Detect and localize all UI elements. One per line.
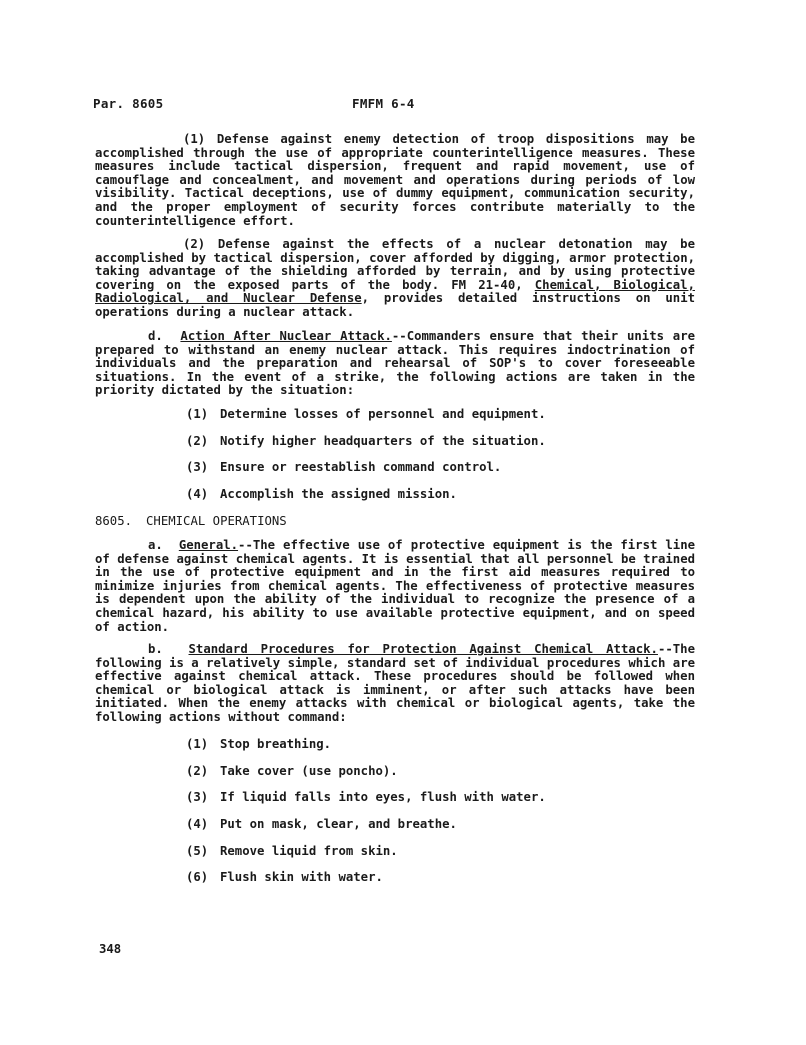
paragraph-d-heading: Action After Nuclear Attack.	[180, 329, 392, 343]
paragraph-a-heading: General.	[178, 538, 239, 552]
list-item: (4) Accomplish the assigned mission.	[186, 487, 457, 502]
paragraph-b-text: --The following is a relatively simple, standard set of individual procedures which are effective against chemical attack. These procedures should be followed when chemical or biological attack is imminent, or after such attacks have been initiated. When the enemy attacks with chemical or biological agents, take the following actions without command:	[95, 642, 695, 724]
list-item: (6) Flush skin with water.	[186, 870, 383, 885]
paragraph-d	[95, 330, 695, 398]
list-item: (2) Take cover (use poncho).	[186, 763, 398, 778]
fm-21-40-title: Chemical, Biological, Radiological, and Nuclear Defense	[95, 277, 695, 306]
list-item: (4) Put on mask, clear, and breathe.	[186, 817, 457, 832]
list-item: (2) Notify higher headquarters of the situation.	[186, 433, 546, 448]
paragraph-a-text: --The effective use of protective equipment is the first line of defense against chemical agents. It is essential that all personnel be trained in the use of protective equipment and in the first aid measures required to minimize injuries from chemical agents. The effectiveness of protective measures is dependent upon the ability of the individual to recognize the presence of a chemical hazard, his ability to use available protective equipment, and on speed of action.	[95, 538, 695, 634]
paragraph-b-label: b.	[148, 642, 163, 656]
list-item: (3) Ensure or reestablish command control.	[186, 460, 502, 475]
paragraph-d-text: --Commanders ensure that their units are prepared to withstand an enemy nuclear attack. This requires indoctrination of individuals and the preparation and rehearsal of SOP's to cover foreseeable situations. In the event of a strike, the following actions are taken in the priority dictated by the situation:	[95, 329, 696, 398]
list-item: (1) Stop breathing.	[186, 737, 332, 751]
page-number: 348	[99, 942, 122, 956]
list-item: (1) Determine losses of personnel and equipment.	[186, 407, 546, 421]
section-title: CHEMICAL OPERATIONS	[146, 514, 287, 528]
paragraph-reference: Par. 8605	[93, 96, 164, 111]
paragraph-a	[95, 539, 695, 634]
nuclear-actions-list	[186, 407, 546, 514]
paragraph-d-label: d.	[148, 329, 163, 343]
section-heading	[95, 514, 287, 528]
manual-title: FMFM 6-4	[352, 96, 415, 111]
paragraph-a-label: a.	[148, 538, 163, 552]
list-item: (3) If liquid falls into eyes, flush with water.	[186, 790, 546, 805]
paragraph-1	[95, 133, 695, 228]
paragraph-2	[95, 238, 695, 320]
paragraph-b-heading: Standard Procedures for Protection Against Chemical Attack.	[188, 642, 658, 656]
paragraph-2-text-after: , provides detailed instructions on unit operations during a nuclear attack.	[95, 291, 696, 319]
chemical-actions-list	[186, 737, 546, 897]
paragraph-b	[95, 643, 695, 725]
list-item: (5) Remove liquid from skin.	[186, 843, 398, 858]
paragraph-1-text: (1) Defense against enemy detection of troop dispositions may be accomplished through the use of appropriate counterintelligence measures. These measures include tactical dispersion, frequent and rapid movement, use of camouflage and concealment, and movement and operations during periods of low visibility. Tactical deceptions, use of dummy equipment, communication security, and the proper employment of security forces contribute materially to the counterintelligence effort.	[95, 132, 695, 228]
paragraph-2-text-before: (2) Defense against the effects of a nuclear detonation may be accomplished by tactical dispersion, cover afforded by digging, armor protection, taking advantage of the shielding afforded by terrain, and by using protective covering on the exposed parts of the body. FM 21-40,	[95, 237, 695, 292]
section-number: 8605.	[95, 514, 133, 528]
